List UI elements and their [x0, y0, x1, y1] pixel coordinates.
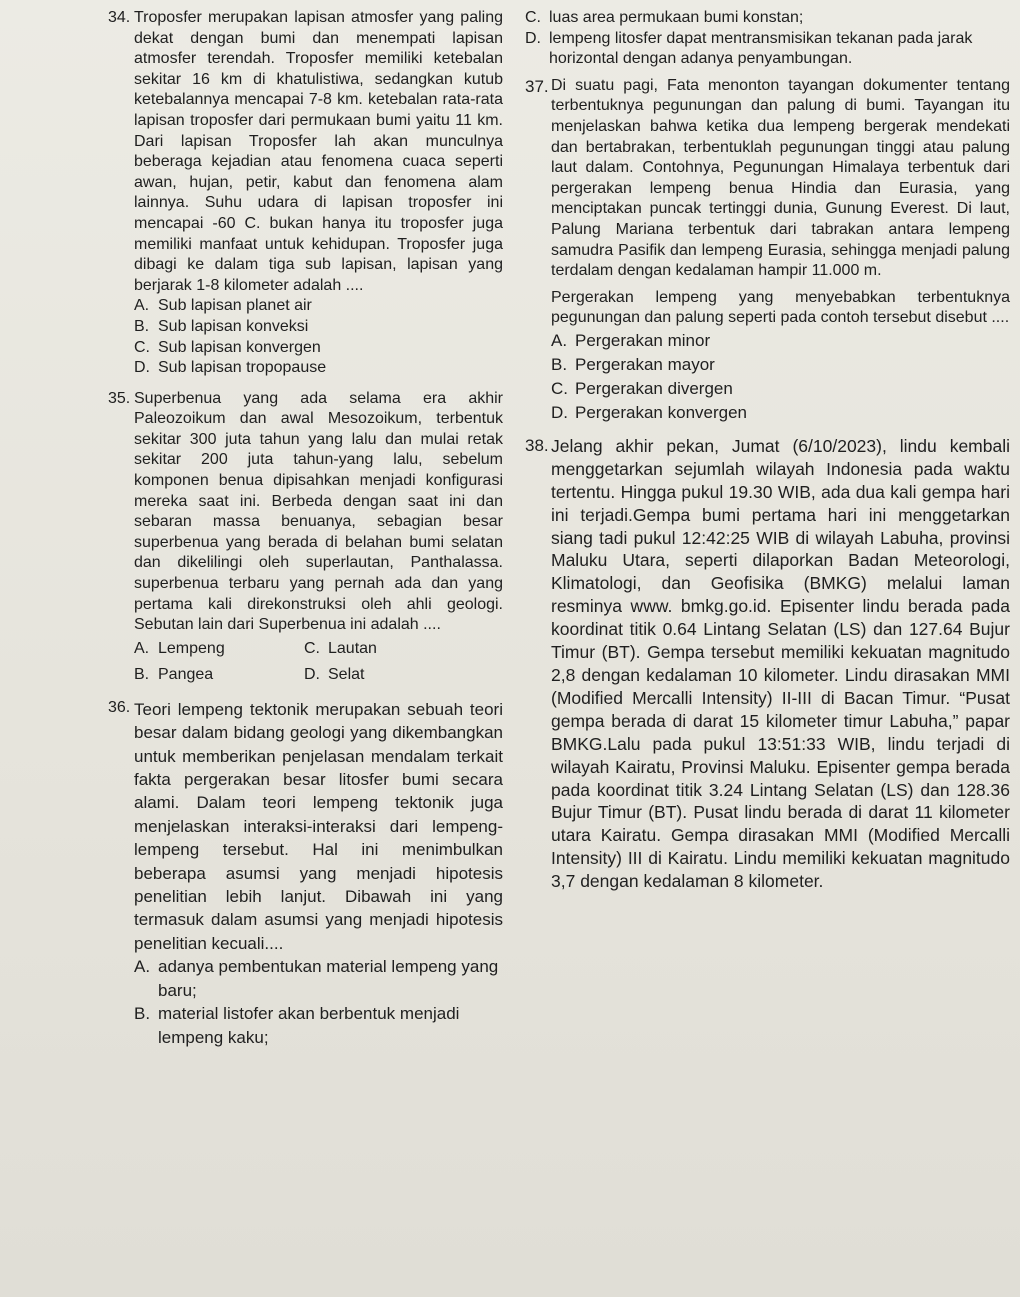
- option-c[interactable]: [134, 338, 503, 359]
- option-label: B.: [134, 317, 150, 335]
- option-text: Sub lapisan konvergen: [158, 338, 321, 356]
- option-label: A.: [551, 330, 568, 350]
- option-label: C.: [551, 378, 568, 398]
- question-38: [525, 435, 1010, 893]
- option-d[interactable]: [134, 358, 503, 379]
- option-label: B.: [134, 1004, 151, 1024]
- option-c[interactable]: [525, 8, 1010, 29]
- option-text: Lempeng: [158, 639, 225, 657]
- option-grid: [134, 636, 503, 688]
- option-a[interactable]: [134, 955, 503, 1002]
- option-text: adanya pembentukan material lempeng yang baru;: [158, 957, 499, 1000]
- option-text: Pergerakan divergen: [575, 378, 733, 398]
- option-label: C.: [304, 639, 320, 657]
- question-number: 34.: [108, 9, 131, 26]
- option-text: Sub lapisan konveksi: [158, 317, 309, 335]
- option-c[interactable]: [304, 636, 484, 662]
- question-37: [525, 76, 1010, 425]
- question-36: [108, 698, 503, 1049]
- option-label: A.: [134, 957, 151, 977]
- option-label: C.: [525, 9, 541, 26]
- option-label: B.: [551, 354, 568, 374]
- option-text: luas area permukaan bumi konstan;: [549, 9, 804, 26]
- option-b[interactable]: [551, 353, 1010, 377]
- question-stem: Di suatu pagi, Fata menonton tayangan dokumenter tentang terbentuknya pegunungan dan palung di bumi. Tayangan itu menjelaskan bahwa ketika dua lempeng bergerak mendekati dan bertabrakan, terbentuklah pegunungan tinggi atau palung laut dalam. Contohnya, Pegunungan Himalaya terbentuk dari pergerakan lempeng benua Hindia dan Eurasia, yang menciptakan puncak tertinggi dunia, Gunung Everest. Di laut, Palung Mariana terbentuk dari tabrakan antara lempeng samudra Pasifik dan lempeng Eurasia, sehingga menjadi palung terdalam dengan kedalaman hampir 11.000 m.: [551, 76, 1010, 280]
- question-number: 36.: [108, 698, 131, 716]
- option-label: A.: [134, 639, 150, 657]
- option-d[interactable]: [304, 662, 484, 688]
- option-d[interactable]: [525, 29, 1010, 70]
- option-b[interactable]: [134, 662, 304, 688]
- option-a[interactable]: [134, 296, 503, 317]
- option-list: [134, 296, 503, 378]
- question-36-continued-options: [525, 8, 1010, 70]
- option-label: B.: [134, 665, 150, 683]
- option-c[interactable]: [551, 377, 1010, 401]
- option-text: Selat: [328, 665, 365, 683]
- question-number: 38.: [525, 435, 549, 455]
- option-text: lempeng litosfer dapat mentransmisikan tekanan pada jarak horizontal dengan adanya penyambungan.: [549, 29, 973, 68]
- option-text: Sub lapisan planet air: [158, 297, 312, 315]
- question-stem: Jelang akhir pekan, Jumat (6/10/2023), lindu kembali menggetarkan sejumlah wilayah Indonesia pada waktu tertentu. Hingga pukul 19.30 WIB, ada dua kali gempa hari ini terjadi.Gempa bumi pertama hari ini menggetarkan siang tadi pukul 12:42:25 WIB di wilayah Labuha, provinsi Maluku Utara, seperti dilaporkan Badan Meteorologi, Klimatologi, dan Geofisika (BMKG) melalui laman resminya www. bmkg.go.id. Episenter lindu berada pada koordinat titik 0.64 Lintang Selatan (LS) dan 127.64 Bujur Timur (BT). Gempa tersebut memiliki kekuatan magnitudo 2,8 dengan kedalaman 10 kilometer. Lindu dirasakan MMI (Modified Mercalli Intensity) II-III di Bacan Timur. “Pusat gempa berada di darat 15 kilometer timur Labuha,” papar BMKG.Lalu pada pukul 13:51:33 WIB, lindu terjadi di wilayah Kairatu, Provinsi Maluku. Episenter gempa berada pada koordinat titik 3.24 Lintang Selatan (LS) dan 128.36 Bujur Timur (BT). Pusat lindu berada di darat 11 kilometer utara Kairatu. Gempa dirasakan MMI (Modified Mercalli Intensity) III di Kairatu. Lindu memiliki kekuatan magnitudo 3,7 dengan kedalaman 8 kilometer.: [551, 435, 1010, 892]
- question-stem: Teori lempeng tektonik merupakan sebuah teori besar dalam bidang geologi yang dikembangkan untuk memberikan penjelasan mendalam terkait fakta pergerakan besar litosfer bumi secara alami. Dalam teori lempeng tektonik juga menjelaskan interaksi-interaksi dari lempeng-lempeng tersebut. Hal ini menimbulkan beberapa asumsi yang menjadi hipotesis penelitian lebih lanjut. Dibawah ini yang termasuk dalam asumsi yang menjadi hipotesis penelitian kecuali....: [134, 699, 503, 953]
- option-text: Pergerakan minor: [575, 330, 711, 350]
- question-number: 37.: [525, 76, 549, 96]
- option-label: C.: [134, 338, 150, 356]
- option-text: Sub lapisan tropopause: [158, 359, 327, 377]
- option-label: D.: [525, 29, 541, 47]
- option-text: Pergerakan mayor: [575, 354, 715, 374]
- option-list: [134, 955, 503, 1049]
- option-label: D.: [304, 665, 320, 683]
- option-text: Pergerakan konvergen: [575, 402, 748, 422]
- right-column: [525, 8, 1010, 893]
- option-list: [551, 329, 1010, 425]
- question-prompt: Pergerakan lempeng yang menyebabkan terbentuknya pegunungan dan palung seperti pada contoh tersebut disebut ....: [551, 288, 1010, 327]
- question-stem: Troposfer merupakan lapisan atmosfer yang paling dekat dengan bumi dan menempati lapisan atmosfer terendah. Troposfer memiliki ketebalan sekitar 16 km di khatulistiwa, sedangkan kutub ketebalannya mencapai 7-8 km. ketebalan rata-rata lapisan troposfer dari permukaan bumi yaitu 11 km. Dari lapisan Troposfer lah akan munculnya beberaga kejadian atau fenomena cuaca seperti awan, hujan, petir, kabut dan fenomena alam lainnya. Suhu udara di lapisan troposfer ini mencapai -60 C. bukan hanya itu troposfer juga memiliki manfaat untuk kehidupan. Troposfer juga dibagi ke dalam tiga sub lapisan, lapisan yang berjarak 1-8 kilometer adalah ....: [134, 9, 503, 294]
- question-34: [108, 8, 503, 379]
- option-label: D.: [551, 402, 568, 422]
- question-35: [108, 389, 503, 688]
- option-text: Pangea: [158, 665, 214, 683]
- option-b[interactable]: [134, 1002, 503, 1049]
- option-a[interactable]: [134, 636, 304, 662]
- option-text: material listofer akan berbentuk menjadi lempeng kaku;: [158, 1004, 460, 1047]
- option-a[interactable]: [551, 329, 1010, 353]
- option-d[interactable]: [551, 401, 1010, 425]
- question-number: 35.: [108, 389, 131, 407]
- option-b[interactable]: [134, 317, 503, 338]
- option-label: D.: [134, 359, 150, 377]
- question-stem: Superbenua yang ada selama era akhir Paleozoikum dan awal Mesozoikum, terbentuk sekitar 300 juta tahun yang lalu dan mulai retak sekitar 200 juta tahun-yang lalu, sebelum komponen benua dipisahkan menjadi konfigurasi mereka saat ini. Berbeda dengan saat ini dan sebaran massa benuanya, sebagian besar superbenua yang berada di belahan bumi selatan dan dikelilingi oleh superlautan, Panthalassa. superbenua terbaru yang pernah ada dan yang pertama kali direkonstruksi oleh ahli geologi. Sebutan lain dari Superbenua ini adalah ....: [134, 389, 503, 634]
- option-text: Lautan: [328, 639, 377, 657]
- left-column: [108, 8, 503, 1049]
- option-label: A.: [134, 297, 150, 315]
